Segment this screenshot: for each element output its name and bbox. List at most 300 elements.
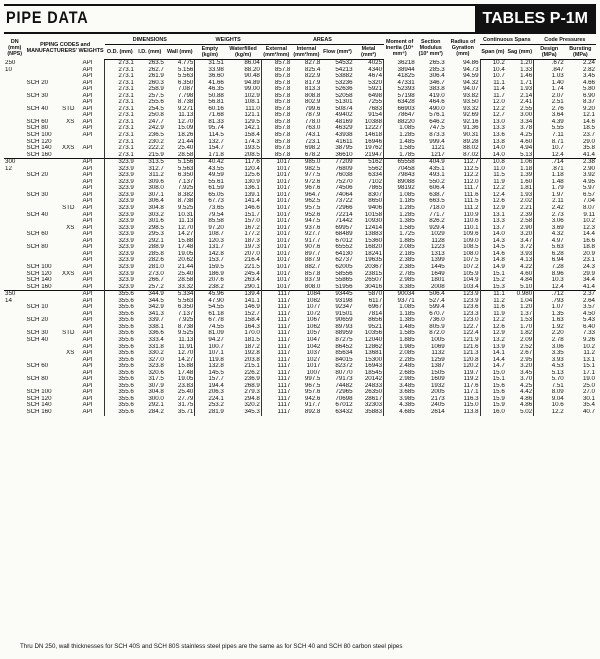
schedule-code: SCH 60 (26, 118, 49, 125)
piping-code-cell (25, 60, 104, 67)
flow-area-cell: 41611 (335, 138, 353, 145)
external-area-cell: 1017 (261, 172, 291, 179)
table-row (4, 284, 596, 291)
wall-cell: 11.13 (178, 336, 194, 343)
inertia-cell: 2.785 (384, 271, 416, 278)
water-weight-cell: 345.3 (244, 408, 260, 415)
od-cell: 355.6 (105, 370, 135, 377)
wall-cell: 35.71 (177, 408, 194, 415)
bursting-pressure-cell: 4.66 (582, 79, 595, 86)
modulus-cell: 2008 (430, 283, 445, 290)
pipe-data-table (4, 36, 596, 416)
water-weight-cell: 157.0 (244, 218, 260, 225)
gyration-cell: 117.6 (463, 382, 479, 389)
external-area-cell: 857.8 (261, 99, 291, 106)
id-cell: 342.9 (148, 304, 164, 311)
design-pressure-cell: 2.07 (534, 93, 565, 100)
id-cell: 323.8 (148, 363, 164, 370)
id-cell: 336.6 (148, 330, 164, 337)
design-pressure-cell: 2.20 (534, 330, 565, 337)
wall-cell: 25.40 (177, 270, 194, 277)
wall-cell: 27.79 (177, 395, 194, 402)
external-area-cell: 1117 (261, 402, 291, 409)
dn-cell: 300 (4, 159, 25, 166)
od-cell: 273.1 (105, 80, 135, 87)
inertia-cell: 1.985 (384, 344, 416, 351)
od-cell: 355.6 (105, 389, 135, 396)
flow-area-cell: 51301 (335, 99, 353, 106)
api-code: API (82, 59, 93, 66)
metal-area-cell: 7255 (368, 99, 383, 106)
od-cell: 323.9 (105, 172, 135, 179)
api-code: API (82, 369, 93, 376)
inertia-cell: 2.085 (384, 244, 416, 251)
api-code: API (82, 73, 93, 80)
external-area-cell: 857.8 (261, 152, 291, 159)
sag-cell: 4.25 (520, 382, 533, 389)
internal-area-cell: 1072 (306, 310, 321, 317)
api-code: API (82, 237, 93, 244)
modulus-cell: 490.0 (429, 105, 445, 112)
empty-weight-cell: 159.5 (195, 264, 225, 271)
id-cell: 242.9 (148, 125, 164, 132)
bursting-pressure-cell: 2.38 (565, 159, 596, 166)
design-pressure-cell: 7.28 (534, 264, 565, 271)
gyration-cell: 115.0 (463, 402, 479, 409)
gyration-cell: 112.2 (463, 172, 479, 179)
gyration-cell: 94.59 (463, 73, 479, 80)
col-pressures: Code Pressures (534, 36, 596, 45)
empty-weight-cell: 154.7 (195, 145, 225, 152)
span-cell: 11.9 (480, 311, 506, 318)
flow-area-cell: 80770 (335, 369, 353, 376)
metal-area-cell: 19762 (364, 145, 383, 152)
inertia-cell: 4.685 (384, 409, 416, 416)
internal-area-cell: 802.9 (304, 99, 321, 106)
sag-cell: 4.13 (520, 257, 533, 264)
flow-area-cell: 68489 (335, 231, 353, 238)
external-area-cell: 1117 (261, 409, 291, 416)
gyration-cell: 104.9 (463, 277, 479, 284)
id-cell: 312.7 (148, 165, 164, 172)
metal-area-cell: 12414 (364, 224, 383, 231)
water-weight-cell: 208.5 (244, 151, 260, 158)
schedule-code: SCH 40 (26, 105, 49, 112)
wall-cell: 6.350 (177, 172, 194, 179)
external-area-cell: 1117 (261, 396, 291, 403)
sag-cell: 0.980 (506, 291, 534, 298)
id-cell: 262.7 (148, 66, 164, 73)
flow-area-cell: 82372 (335, 363, 353, 370)
flow-area-cell: 75270 (335, 178, 353, 185)
sag-cell: 1.81 (520, 185, 533, 192)
api-code: API (82, 376, 93, 383)
id-cell: 313.5 (135, 159, 165, 166)
inertia-cell: 1.585 (384, 145, 416, 152)
col-spans: Continuous Spans (480, 36, 534, 45)
dn-cell (4, 152, 25, 159)
table-tag: TABLES P-1M (475, 6, 596, 32)
bursting-pressure-cell: 6.90 (582, 92, 595, 99)
span-cell: 11.9 (480, 179, 506, 186)
sag-cell: 4.84 (520, 277, 533, 284)
flow-area-cell: 88959 (335, 330, 353, 337)
flow-area-cell: 73722 (335, 198, 353, 205)
flow-area-cell: 62005 (335, 263, 353, 270)
inertia-cell: 1.085 (384, 304, 416, 311)
id-cell: 215.9 (148, 151, 164, 158)
flow-area-cell: 53882 (335, 73, 353, 80)
bursting-pressure-cell: 19.0 (582, 376, 595, 383)
internal-area-cell: 907.6 (304, 244, 321, 251)
span-cell: 13.0 (480, 119, 506, 126)
sag-cell: 2.67 (520, 350, 533, 357)
inertia-cell: 36218 (384, 60, 416, 67)
empty-weight-cell: 157.7 (195, 376, 225, 383)
modulus-cell: 1801 (430, 277, 445, 284)
empty-weight-cell: 50.88 (195, 93, 225, 100)
span-cell: 15.6 (480, 383, 506, 390)
design-pressure-cell: 10.7 (534, 145, 565, 152)
water-weight-cell: 290.1 (244, 283, 260, 290)
external-area-cell: 857.8 (261, 125, 291, 132)
span-cell: 12.9 (480, 205, 506, 212)
id-cell: 288.9 (148, 244, 164, 251)
water-weight-cell: 139.1 (244, 191, 260, 198)
sag-cell: 1.93 (520, 86, 533, 93)
inertia-cell: 3.385 (384, 284, 416, 291)
internal-area-cell: 967.6 (304, 185, 321, 192)
sag-cell: 2.52 (520, 343, 533, 350)
api-code: API (82, 408, 93, 415)
water-weight-cell: 99.00 (244, 86, 260, 93)
api-code: API (82, 244, 93, 251)
id-cell: 341.3 (148, 310, 164, 317)
modulus-cell: 872.0 (429, 330, 445, 337)
gyration-cell: 111.5 (463, 198, 479, 205)
empty-weight-cell: 114.5 (195, 132, 225, 139)
api-code: API (82, 205, 93, 212)
empty-weight-cell: 46.35 (195, 86, 225, 93)
water-weight-cell: 187.2 (244, 343, 260, 350)
wall-cell: 15.88 (177, 237, 194, 244)
sag-cell: 1.39 (520, 172, 533, 179)
water-weight-cell: 226.2 (244, 369, 260, 376)
empty-weight-cell: 41.66 (195, 80, 225, 87)
sag-cell: 1.46 (520, 73, 533, 80)
id-cell: 304.8 (148, 389, 164, 396)
external-area-cell: 1017 (261, 251, 291, 258)
wall-cell: 5.563 (177, 165, 194, 172)
bursting-pressure-cell: 8.07 (582, 205, 595, 212)
weight-class: STD (62, 330, 75, 337)
id-cell: 304.8 (148, 205, 164, 212)
id-cell: 303.2 (148, 211, 164, 218)
gyration-cell: 121.3 (463, 350, 479, 357)
water-weight-cell: 236.9 (244, 376, 260, 383)
metal-area-cell: 21947 (364, 151, 383, 158)
gyration-cell: 111.7 (463, 185, 479, 192)
modulus-cell: 265.3 (429, 59, 445, 66)
span-cell: 14.0 (480, 231, 506, 238)
col-water: Waterfilled (kg/m) (225, 45, 261, 60)
empty-weight-cell: 94.27 (195, 337, 225, 344)
schedule-code: SCH 30 (26, 330, 49, 337)
od-cell: 323.9 (105, 225, 135, 232)
piping-code-cell (25, 291, 104, 298)
footnote: Thru DN 250, wall thicknesses for SCH 40S and SCH 80S stainless steel pipes are the same as for SCH 40 and SCH 80 carbon steel pipes (20, 643, 403, 650)
external-area-cell: 1017 (261, 205, 291, 212)
flow-area-cell: 50874 (335, 105, 353, 112)
bursting-pressure-cell: 8.37 (582, 99, 595, 106)
empty-weight-cell: 40.42 (195, 159, 225, 166)
design-pressure-cell: 3.35 (534, 350, 565, 357)
internal-area-cell: 897.7 (304, 250, 321, 257)
external-area-cell: 1117 (261, 357, 291, 364)
water-weight-cell: 221.5 (244, 263, 260, 270)
empty-weight-cell: 281.9 (195, 409, 225, 416)
wall-cell: 18.26 (177, 132, 194, 139)
od-cell: 273.1 (105, 60, 135, 67)
bursting-pressure-cell: 9.11 (583, 211, 595, 218)
inertia-cell: 2.385 (384, 257, 416, 264)
water-weight-cell: 187.3 (244, 237, 260, 244)
external-area-cell: 857.8 (261, 80, 291, 87)
sag-cell: 4.86 (520, 395, 533, 402)
bursting-pressure-cell: 6.57 (582, 191, 595, 198)
internal-area-cell: 1042 (306, 343, 321, 350)
col-flow: Flow (mm²) (321, 45, 353, 60)
schedule-code: SCH 120 (26, 138, 52, 145)
water-weight-cell: 120.4 (244, 165, 260, 172)
modulus-cell: 2405 (430, 402, 445, 409)
api-code: API (82, 350, 93, 357)
flow-area-cell: 55865 (335, 277, 353, 284)
external-area-cell: 1017 (261, 198, 291, 205)
api-code: API (82, 79, 93, 86)
design-pressure-cell: .672 (534, 60, 565, 67)
sag-cell: 4.86 (520, 402, 533, 409)
od-cell: 355.6 (105, 337, 135, 344)
water-weight-cell: 108.1 (244, 99, 260, 106)
flow-area-cell: 54213 (335, 66, 353, 73)
metal-area-cell: 4340 (368, 66, 383, 73)
external-area-cell: 1017 (261, 159, 291, 166)
inertia-cell: 2.685 (384, 370, 416, 377)
gyration-cell: 94.86 (463, 59, 479, 66)
span-cell: 12.0 (480, 99, 506, 106)
internal-area-cell: 1017 (306, 363, 321, 370)
sag-cell: 1.20 (520, 59, 533, 66)
span-cell: 11.0 (480, 166, 506, 173)
api-code: API (82, 317, 93, 324)
od-cell: 355.6 (105, 324, 135, 331)
id-cell: 311.2 (148, 172, 164, 179)
span-cell: 15.2 (480, 277, 506, 284)
bursting-pressure-cell: 35.4 (582, 402, 595, 409)
wall-cell: 8.738 (177, 323, 194, 330)
design-pressure-cell: 9.04 (534, 396, 565, 403)
flow-area-cell: 48169 (335, 118, 353, 125)
design-pressure-cell: 7.11 (534, 132, 565, 139)
metal-area-cell: 28617 (364, 395, 383, 402)
wall-cell: 5.563 (177, 73, 194, 80)
schedule-code: SCH 40 (26, 336, 49, 343)
internal-area-cell: 982.5 (304, 165, 321, 172)
internal-area-cell: 778.0 (304, 118, 321, 125)
empty-weight-cell: 65.05 (195, 192, 225, 199)
id-cell: 263.5 (148, 59, 164, 66)
internal-area-cell: 825.4 (304, 66, 321, 73)
modulus-cell: 2005 (430, 389, 445, 396)
inertia-cell: 78647 (384, 112, 416, 119)
inertia-cell: 63428 (384, 99, 416, 106)
inertia-cell: 88220 (384, 119, 416, 126)
internal-area-cell: 698.2 (304, 145, 321, 152)
sag-cell: 1.93 (520, 191, 533, 198)
id-cell: 282.6 (148, 257, 164, 264)
od-cell: 355.6 (105, 363, 135, 370)
internal-area-cell: 967.5 (304, 382, 321, 389)
od-cell: 323.9 (105, 179, 135, 186)
span-cell: 11.1 (480, 291, 506, 298)
internal-area-cell: 743.1 (304, 132, 321, 139)
bursting-pressure-cell: 14.4 (582, 231, 595, 238)
empty-weight-cell: 253.2 (195, 402, 225, 409)
design-pressure-cell: 2.11 (534, 198, 565, 205)
design-pressure-cell: .847 (534, 67, 565, 74)
api-code: API (82, 343, 93, 350)
water-weight-cell: 102.9 (244, 92, 260, 99)
inertia-cell: 47331 (384, 80, 416, 87)
bursting-pressure-cell: 23.7 (582, 132, 595, 139)
gyration-cell: 91.36 (463, 125, 479, 132)
span-cell: 14.0 (480, 152, 506, 159)
modulus-cell: 873.3 (429, 132, 445, 139)
wall-cell: 5.156 (177, 66, 194, 73)
span-cell: 10.7 (480, 73, 506, 80)
wall-cell: 8.382 (177, 191, 194, 198)
title-bar (4, 4, 596, 34)
inertia-cell: 66903 (384, 106, 416, 113)
od-cell: 355.6 (105, 317, 135, 324)
modulus-cell: 1399 (430, 257, 445, 264)
modulus-cell: 1005 (430, 336, 445, 343)
span-cell: 10.2 (480, 60, 506, 67)
sag-cell: 1.70 (520, 323, 533, 330)
design-pressure-cell: 3.06 (534, 344, 565, 351)
empty-weight-cell: 186.9 (195, 271, 225, 278)
span-cell: 11.5 (480, 172, 506, 179)
weight-class: XXS (62, 145, 75, 152)
flow-area-cell: 49402 (335, 112, 353, 119)
schedule-code: SCH 40 (26, 211, 49, 218)
od-cell: 273.1 (105, 86, 135, 93)
col-id: I.D. (mm) (135, 45, 165, 60)
design-pressure-cell: 1.48 (534, 179, 565, 186)
design-pressure-cell: 8.09 (534, 389, 565, 396)
empty-weight-cell: 67.78 (195, 317, 225, 324)
id-cell: 317.5 (148, 376, 164, 383)
bursting-pressure-cell: 18.8 (582, 244, 595, 251)
wall-cell: 9.525 (177, 205, 194, 212)
id-cell: 254.5 (148, 105, 164, 112)
col-span: Span (m) (480, 45, 506, 60)
water-weight-cell: 197.3 (244, 244, 260, 251)
bursting-pressure-cell: 10.2 (582, 218, 595, 225)
od-cell: 355.6 (105, 357, 135, 364)
sag-cell: 1.71 (520, 79, 533, 86)
external-area-cell: 1017 (261, 166, 291, 173)
empty-weight-cell: 31.51 (195, 60, 225, 67)
inertia-cell: 1.485 (384, 324, 416, 331)
span-cell: 13.2 (480, 337, 506, 344)
empty-weight-cell: 238.2 (195, 284, 225, 291)
col-external: External (mm²/mm) (263, 46, 290, 58)
id-cell: 273.0 (148, 270, 164, 277)
design-pressure-cell: 5.63 (534, 244, 565, 251)
modulus-cell: 1932 (430, 382, 445, 389)
flow-area-cell: 36610 (335, 151, 353, 158)
design-pressure-cell: 10.3 (534, 277, 565, 284)
wall-cell: 17.48 (177, 369, 194, 376)
span-cell: 13.7 (480, 225, 506, 232)
piping-code-cell (25, 152, 104, 159)
flow-area-cell: 71442 (335, 218, 353, 225)
external-area-cell: 857.8 (261, 106, 291, 113)
water-weight-cell: 216.4 (244, 257, 260, 264)
internal-area-cell: 837.9 (304, 277, 321, 284)
water-weight-cell: 139.4 (225, 291, 261, 298)
empty-weight-cell: 67.73 (195, 198, 225, 205)
table-row (4, 291, 596, 298)
flow-area-cell: 69957 (335, 224, 353, 231)
api-code: API (82, 310, 93, 317)
gyration-cell: 103.4 (463, 283, 479, 290)
schedule-code: SCH 140 (26, 277, 52, 284)
water-weight-cell: 158.4 (244, 317, 260, 324)
internal-area-cell: 942.6 (304, 395, 321, 402)
page-title: PIPE DATA (6, 8, 89, 27)
metal-area-cell: 14618 (364, 132, 383, 139)
sag-cell: 3.47 (520, 237, 533, 244)
external-area-cell: 1117 (261, 350, 291, 357)
sag-cell: 4.25 (520, 132, 533, 139)
span-cell: 15.1 (480, 376, 506, 383)
od-cell: 323.9 (105, 284, 135, 291)
inertia-cell: 3.485 (384, 383, 416, 390)
modulus-cell: 747.5 (429, 125, 445, 132)
gyration-cell: 109.6 (463, 231, 479, 238)
wall-cell: 4.775 (177, 59, 194, 66)
inertia-cell: 98192 (384, 185, 416, 192)
schedule-code: SCH 140 (26, 402, 52, 409)
wall-cell: 15.09 (177, 125, 194, 132)
api-code: API (82, 92, 93, 99)
gyration-cell: 89.28 (463, 138, 479, 145)
metal-area-cell: 5320 (368, 79, 383, 86)
col-weights: WEIGHTS (195, 36, 261, 45)
empty-weight-cell: 81.09 (195, 330, 225, 337)
bursting-pressure-cell: 15.1 (582, 363, 595, 370)
modulus-cell: 929.4 (429, 224, 445, 231)
sag-cell: 2.58 (520, 218, 533, 225)
water-weight-cell: 320.2 (244, 402, 260, 409)
span-cell: 11.7 (480, 93, 506, 100)
api-code: API (82, 86, 93, 93)
design-pressure-cell: 1.07 (534, 304, 565, 311)
col-wall: Wall (mm) (165, 45, 195, 60)
